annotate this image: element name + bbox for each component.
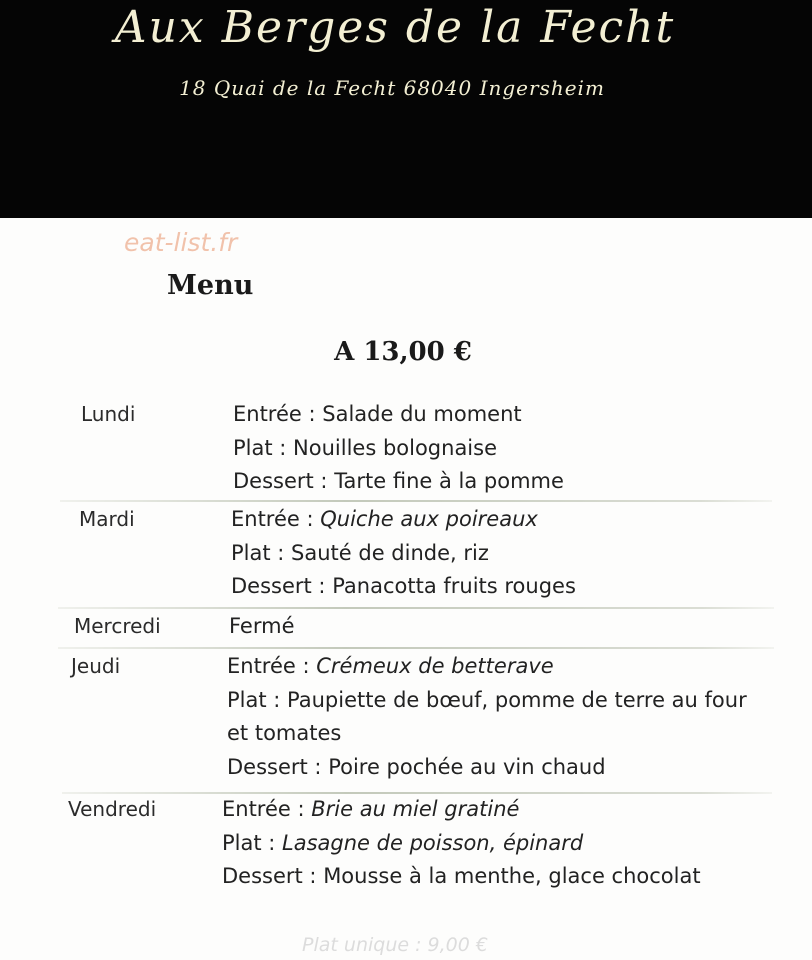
dish-name: Paupiette de bœuf, pomme de terre au four et tomates bbox=[227, 687, 747, 745]
watermark: eat-list.fr bbox=[124, 228, 238, 257]
restaurant-name: Aux Berges de la Fecht bbox=[114, 2, 676, 53]
course-list bbox=[227, 650, 757, 784]
course-label: Plat : bbox=[233, 435, 294, 460]
dessert-line bbox=[231, 570, 576, 604]
restaurant-header bbox=[0, 0, 812, 218]
main-course-line bbox=[222, 827, 701, 861]
day-label: Jeudi bbox=[71, 654, 121, 678]
restaurant-address: 18 Quai de la Fecht 68040 Ingersheim bbox=[179, 76, 605, 100]
main-course-line bbox=[227, 684, 757, 751]
closed-notice: Fermé bbox=[229, 614, 295, 638]
day-label: Lundi bbox=[81, 402, 136, 426]
day-label: Vendredi bbox=[68, 797, 157, 821]
course-label: Entrée : bbox=[233, 402, 323, 426]
dessert-line bbox=[233, 465, 564, 499]
row-divider bbox=[58, 647, 774, 649]
day-label: Mardi bbox=[79, 507, 135, 531]
dish-name: Lasagne de poisson, épinard bbox=[282, 830, 584, 855]
course-label: Dessert : bbox=[222, 864, 324, 888]
dish-name: Mousse à la menthe, glace chocolat bbox=[323, 864, 701, 888]
course-label: Entrée : bbox=[222, 797, 312, 821]
starter-line bbox=[231, 503, 576, 537]
course-label: Plat : bbox=[231, 540, 292, 565]
starter-line bbox=[222, 793, 701, 827]
course-label: Dessert : bbox=[227, 754, 329, 779]
dish-name: Poire pochée au vin chaud bbox=[328, 754, 606, 779]
course-label: Plat : bbox=[222, 830, 283, 855]
dish-name: Tarte fine à la pomme bbox=[334, 469, 564, 493]
dish-name: Salade du moment bbox=[322, 402, 522, 426]
single-dish-price-note: Plat unique : 9,00 € bbox=[302, 934, 488, 956]
dish-name: Panacotta fruits rouges bbox=[332, 574, 576, 598]
row-divider bbox=[58, 607, 774, 609]
starter-line bbox=[227, 650, 757, 684]
dessert-line bbox=[222, 860, 701, 894]
closed-line bbox=[229, 610, 295, 644]
dessert-line bbox=[227, 751, 757, 785]
course-list bbox=[222, 793, 701, 894]
course-list bbox=[229, 610, 295, 644]
dish-name: Brie au miel gratiné bbox=[311, 797, 520, 821]
day-label: Mercredi bbox=[74, 614, 161, 638]
dish-name: Nouilles bolognaise bbox=[293, 435, 498, 460]
starter-line bbox=[233, 398, 564, 432]
course-label: Dessert : bbox=[231, 574, 333, 598]
dish-name: Quiche aux poireaux bbox=[320, 507, 538, 531]
main-course-line bbox=[233, 432, 564, 466]
course-list bbox=[231, 503, 576, 604]
dish-name: Crémeux de betterave bbox=[316, 654, 554, 678]
course-label: Plat : bbox=[227, 687, 288, 712]
course-label: Entrée : bbox=[227, 654, 317, 678]
row-divider bbox=[60, 500, 772, 502]
main-course-line bbox=[231, 537, 576, 571]
course-label: Dessert : bbox=[233, 469, 335, 493]
dish-name: Sauté de dinde, riz bbox=[291, 540, 489, 565]
course-list bbox=[233, 398, 564, 499]
course-label: Entrée : bbox=[231, 507, 321, 531]
menu-title: Menu bbox=[167, 270, 254, 301]
menu-price: A 13,00 € bbox=[334, 337, 472, 367]
